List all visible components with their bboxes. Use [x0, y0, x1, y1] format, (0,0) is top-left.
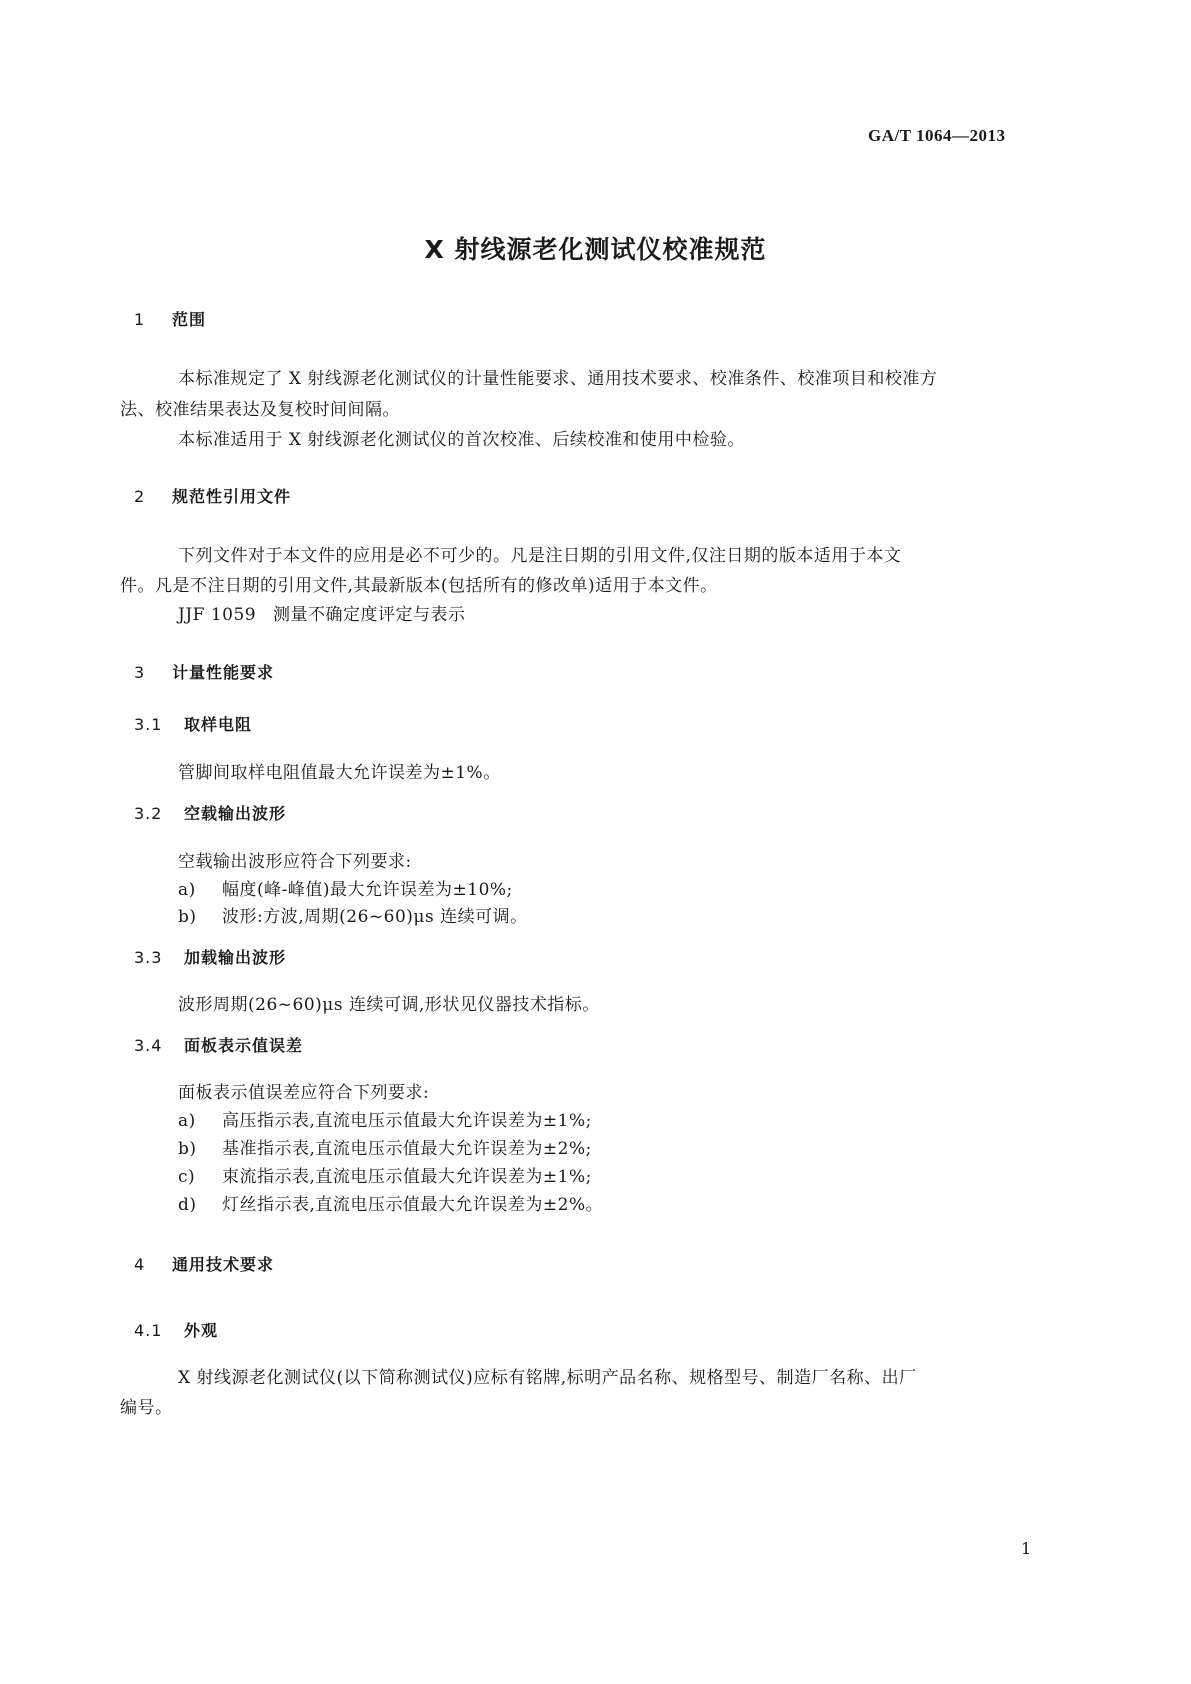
section-number: 4	[134, 1255, 146, 1274]
list-item-text: 束流指示表,直流电压示值最大允许误差为±1%;	[222, 1167, 592, 1187]
subsection-number: 3.2	[134, 804, 163, 823]
list-item	[178, 1134, 592, 1159]
subsection-3-3-heading	[134, 945, 286, 968]
page-title: X 射线源老化测试仪校准规范	[424, 235, 767, 264]
section-title: 计量性能要求	[172, 663, 275, 682]
list-item-label: d)	[178, 1195, 197, 1215]
paragraph-line: 下列文件对于本文件的应用是必不可少的。凡是注日期的引用文件,仅注日期的版本适用于本文	[178, 546, 902, 566]
subsection-title: 取样电阻	[184, 715, 253, 734]
subsection-number: 4.1	[134, 1321, 163, 1340]
subsection-title: 外观	[184, 1321, 219, 1340]
subsection-number: 3.4	[134, 1036, 163, 1055]
subsection-number: 3.1	[134, 715, 163, 734]
list-item-text: 灯丝指示表,直流电压示值最大允许误差为±2%。	[222, 1195, 604, 1215]
section-title: 范围	[172, 310, 207, 329]
list-intro: 空载输出波形应符合下列要求:	[178, 852, 412, 872]
list-item	[178, 902, 528, 927]
reference-title: 测量不确定度评定与表示	[273, 605, 466, 625]
subsection-4-1-heading	[134, 1318, 218, 1341]
reference-entry	[178, 600, 466, 625]
section-3-heading	[134, 660, 274, 683]
list-item-label: a)	[178, 1111, 196, 1131]
reference-code: JJF 1059	[178, 605, 257, 625]
section-number: 1	[134, 310, 146, 329]
list-item-text: 波形:方波,周期(26~60)μs 连续可调。	[222, 907, 528, 927]
section-4-heading	[134, 1252, 274, 1275]
page-number: 1	[1021, 1539, 1032, 1558]
list-item-label: c)	[178, 1167, 196, 1187]
list-item-label: a)	[178, 880, 196, 900]
list-item	[178, 875, 513, 900]
list-item-text: 幅度(峰-峰值)最大允许误差为±10%;	[222, 880, 513, 900]
paragraph-line: 本标准适用于 X 射线源老化测试仪的首次校准、后续校准和使用中检验。	[178, 430, 745, 450]
section-1-heading	[134, 307, 206, 330]
subsection-title: 空载输出波形	[184, 804, 287, 823]
list-item	[178, 1162, 592, 1187]
paragraph-line: 法、校准结果表达及复校时间间隔。	[120, 400, 400, 420]
list-item-text: 基准指示表,直流电压示值最大允许误差为±2%;	[222, 1139, 592, 1159]
list-item-text: 高压指示表,直流电压示值最大允许误差为±1%;	[222, 1111, 592, 1131]
subsection-title: 面板表示值误差	[184, 1036, 304, 1055]
paragraph-line: 管脚间取样电阻值最大允许误差为±1%。	[178, 763, 501, 783]
section-2-heading	[134, 484, 291, 507]
list-item-label: b)	[178, 1139, 197, 1159]
subsection-3-2-heading	[134, 801, 286, 824]
subsection-3-1-heading	[134, 712, 252, 735]
list-item	[178, 1190, 603, 1215]
section-number: 3	[134, 663, 146, 682]
paragraph-line: X 射线源老化测试仪(以下简称测试仪)应标有铭牌,标明产品名称、规格型号、制造厂名称、出厂	[178, 1368, 917, 1388]
standard-code: GA/T 1064—2013	[868, 126, 1006, 145]
paragraph-line: 编号。	[120, 1398, 173, 1418]
paragraph-line: 波形周期(26~60)μs 连续可调,形状见仪器技术指标。	[178, 995, 600, 1015]
section-title: 通用技术要求	[172, 1255, 275, 1274]
list-item	[178, 1106, 592, 1131]
subsection-title: 加载输出波形	[184, 948, 287, 967]
paragraph-line: 件。凡是不注日期的引用文件,其最新版本(包括所有的修改单)适用于本文件。	[120, 576, 718, 596]
subsection-3-4-heading	[134, 1033, 303, 1056]
subsection-number: 3.3	[134, 948, 163, 967]
section-number: 2	[134, 487, 146, 506]
section-title: 规范性引用文件	[172, 487, 292, 506]
list-item-label: b)	[178, 907, 197, 927]
paragraph-line: 本标准规定了 X 射线源老化测试仪的计量性能要求、通用技术要求、校准条件、校准项目和校准方	[178, 369, 938, 389]
list-intro: 面板表示值误差应符合下列要求:	[178, 1083, 430, 1103]
